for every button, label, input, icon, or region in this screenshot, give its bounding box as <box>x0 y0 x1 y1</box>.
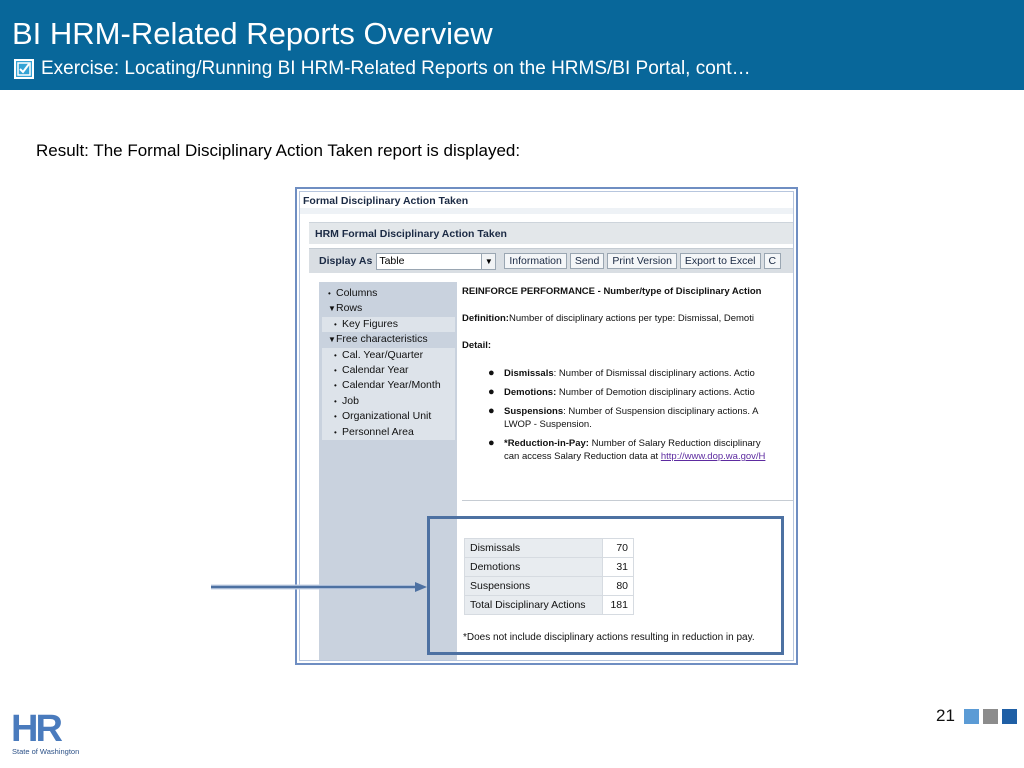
nav-item-personnel-area[interactable]: • Personnel Area <box>322 425 455 440</box>
subtitle-row <box>14 58 751 80</box>
bullet-icon: • <box>328 289 331 298</box>
nav-item-rows[interactable]: ▼Rows <box>328 302 363 315</box>
content-divider <box>462 500 794 501</box>
nav-item-free-characteristics[interactable]: ▼Free characteristics <box>328 333 428 346</box>
nav-item-key-figures[interactable]: • Key Figures <box>322 317 455 332</box>
bullet-icon: • <box>334 381 337 391</box>
result-text: Result: The Formal Disciplinary Action Taken report is displayed: <box>36 141 521 160</box>
bullet-icon: • <box>334 396 337 406</box>
report-window-title: Formal Disciplinary Action Taken <box>303 195 469 207</box>
list-item: ● Demotions: Number of Demotion disciplinary actions. Actio <box>488 386 755 398</box>
bullet-icon: • <box>334 412 337 422</box>
row-label: Dismissals <box>465 539 603 558</box>
salary-reduction-link[interactable]: http://www.dop.wa.gov/H <box>660 451 766 462</box>
bullet-icon: • <box>334 319 337 329</box>
report-toolbar <box>309 248 794 273</box>
display-as-value: Table <box>379 254 405 267</box>
send-button[interactable]: Send <box>570 253 605 269</box>
row-label: Suspensions <box>465 577 603 596</box>
display-as-label: Display As <box>319 255 373 267</box>
row-value: 70 <box>603 539 634 558</box>
expand-triangle-icon[interactable]: ▼ <box>328 335 336 345</box>
footer-square-3 <box>1002 709 1017 724</box>
print-version-button[interactable]: Print Version <box>607 253 677 269</box>
information-button[interactable]: Information <box>504 253 567 269</box>
footer-square-2 <box>983 709 998 724</box>
report-panel-title: HRM Formal Disciplinary Action Taken <box>309 222 794 244</box>
nav-item-columns[interactable]: • Columns <box>328 287 378 299</box>
list-item: ● Suspensions: Number of Suspension disciplinary actions. A LWOP - Suspension. <box>488 405 759 430</box>
bullet-icon: ● <box>488 367 495 379</box>
report-heading: REINFORCE PERFORMANCE - Number/type of Disciplinary Action <box>462 286 762 297</box>
expand-triangle-icon[interactable]: ▼ <box>328 304 336 314</box>
nav-list <box>322 286 455 440</box>
nav-item-organizational-unit[interactable]: • Organizational Unit <box>322 409 455 424</box>
row-value: 80 <box>603 577 634 596</box>
nav-item-calendar-year[interactable]: • Calendar Year <box>322 363 455 378</box>
display-as-select[interactable] <box>376 253 496 270</box>
bullet-icon: • <box>334 350 337 360</box>
arrow-icon <box>209 580 431 594</box>
row-label: Demotions <box>465 558 603 577</box>
row-value: 181 <box>603 596 634 615</box>
list-item: ● Dismissals: Number of Dismissal disciplinary actions. Actio <box>488 367 755 379</box>
bullet-icon: • <box>334 365 337 375</box>
row-label: Total Disciplinary Actions <box>465 596 603 615</box>
highlight-box <box>427 516 784 655</box>
nav-item-cal-year-quarter[interactable]: • Cal. Year/Quarter <box>322 348 455 363</box>
slide-header <box>0 0 1024 90</box>
hr-logo-letters: HR <box>11 708 60 750</box>
hr-logo-caption: State of Washington <box>12 747 80 756</box>
nav-item-job[interactable]: • Job <box>322 394 455 409</box>
bullet-icon: ● <box>488 386 495 398</box>
detail-label: Detail: <box>462 340 492 351</box>
definition-line: Definition:Number of disciplinary actions per type: Dismissal, Demoti <box>462 313 754 324</box>
page-number: 21 <box>936 706 955 725</box>
checkbox-icon <box>14 59 34 79</box>
slide-subtitle: Exercise: Locating/Running BI HRM-Related Reports on the HRMS/BI Portal, cont… <box>41 58 751 79</box>
truncated-toolbar-button[interactable]: C <box>764 253 782 269</box>
export-to-excel-button[interactable]: Export to Excel <box>680 253 761 269</box>
detail-list <box>462 367 794 463</box>
bullet-icon: ● <box>488 405 495 417</box>
hr-logo <box>11 708 95 759</box>
dropdown-arrow-icon[interactable]: ▼ <box>481 254 495 269</box>
row-value: 31 <box>603 558 634 577</box>
table-footnote: *Does not include disciplinary actions resulting in reduction in pay. <box>463 632 755 643</box>
bullet-icon: ● <box>488 437 495 449</box>
list-item: ● *Reduction-in-Pay: Number of Salary Reduction disciplinary can access Salary Reduction data at http://www.dop.wa.gov/H <box>488 437 766 462</box>
slide-title: BI HRM-Related Reports Overview <box>12 16 493 51</box>
bullet-icon: • <box>334 427 337 437</box>
footer-square-1 <box>964 709 979 724</box>
header-band <box>300 208 793 214</box>
nav-item-calendar-year-month[interactable]: • Calendar Year/Month <box>322 378 455 393</box>
